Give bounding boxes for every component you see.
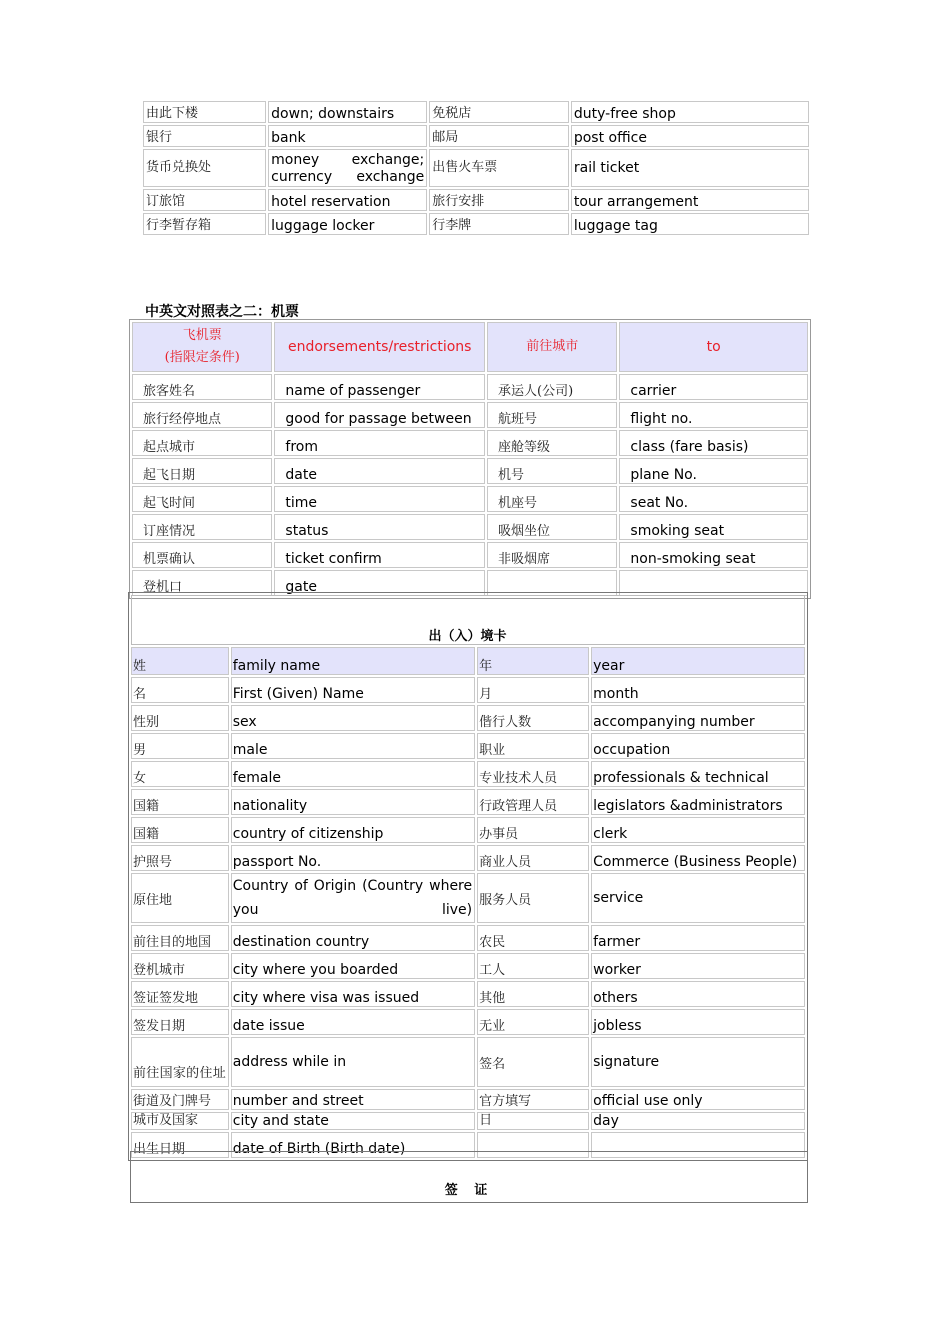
zh-term: 行李牌	[429, 213, 569, 235]
table-header-row	[131, 647, 805, 675]
zh-term: 机票确认	[132, 542, 272, 568]
en-term: Commerce (Business People)	[591, 845, 805, 871]
header-cell: endorsements/restrictions	[274, 322, 485, 372]
en-term: non-smoking seat	[619, 542, 808, 568]
en-term: gate	[274, 570, 485, 596]
en-term: tour arrangement	[571, 189, 809, 211]
zh-term: 男	[131, 733, 229, 759]
table-row	[143, 213, 809, 235]
zh-term: 出售火车票	[429, 149, 569, 187]
en-term: jobless	[591, 1009, 805, 1035]
en-term: male	[231, 733, 475, 759]
zh-term: 免税店	[429, 101, 569, 123]
zh-term: 街道及门牌号	[131, 1089, 229, 1110]
en-term: sex	[231, 705, 475, 731]
en-term: class (fare basis)	[619, 430, 808, 456]
en-term: smoking seat	[619, 514, 808, 540]
zh-term: 银行	[143, 125, 266, 147]
zh-term: 签发日期	[131, 1009, 229, 1035]
zh-term: 女	[131, 761, 229, 787]
zh-term: 名	[131, 677, 229, 703]
table-row	[131, 705, 805, 731]
zh-term: 起飞时间	[132, 486, 272, 512]
zh-term: 旅客姓名	[132, 374, 272, 400]
zh-term: 货币兑换处	[143, 149, 266, 187]
zh-term: 机号	[487, 458, 617, 484]
en-term: destination country	[231, 925, 475, 951]
zh-term: 性别	[131, 705, 229, 731]
zh-term: 日	[477, 1112, 589, 1130]
en-term: signature	[591, 1037, 805, 1087]
zh-term: 办事员	[477, 817, 589, 843]
en-term: city where visa was issued	[231, 981, 475, 1007]
header-line: (指限定条件)	[164, 350, 240, 365]
zh-term: 偕行人数	[477, 705, 589, 731]
zh-term: 旅行安排	[429, 189, 569, 211]
en-term: month	[591, 677, 805, 703]
visa-section-box	[130, 1151, 808, 1203]
table-row	[131, 925, 805, 951]
table-row	[132, 514, 808, 540]
en-term: date of Birth (Birth date)	[231, 1132, 475, 1158]
en-term: down; downstairs	[268, 101, 427, 123]
air-ticket-table	[129, 319, 811, 599]
en-term: city and state	[231, 1112, 475, 1130]
table-row	[131, 1037, 805, 1087]
en-term: official use only	[591, 1089, 805, 1110]
en-term: duty-free shop	[571, 101, 809, 123]
zh-term: 农民	[477, 925, 589, 951]
section-title-visa: 签 证	[444, 1183, 494, 1198]
table-row	[131, 981, 805, 1007]
en-term: name of passenger	[274, 374, 485, 400]
table-row	[131, 953, 805, 979]
table-row	[131, 789, 805, 815]
en-term: luggage tag	[571, 213, 809, 235]
table-row	[132, 430, 808, 456]
en-term: date	[274, 458, 485, 484]
table-row	[132, 374, 808, 400]
en-term: professionals & technical	[591, 761, 805, 787]
zh-term: 吸烟坐位	[487, 514, 617, 540]
en-term: nationality	[231, 789, 475, 815]
en-term: status	[274, 514, 485, 540]
zh-term: 原住地	[131, 873, 229, 923]
table-row	[131, 761, 805, 787]
en-term: flight no.	[619, 402, 808, 428]
zh-term: 专业技术人员	[477, 761, 589, 787]
zh-term: 座舱等级	[487, 430, 617, 456]
section-title-row	[131, 595, 805, 645]
zh-term: 航班号	[487, 402, 617, 428]
zh-term: 服务人员	[477, 873, 589, 923]
en-term: address while in	[231, 1037, 475, 1087]
en-term: time	[274, 486, 485, 512]
zh-term: 旅行经停地点	[132, 402, 272, 428]
en-term: bank	[268, 125, 427, 147]
header-cell: 前往城市	[487, 322, 617, 372]
zh-term: 行政管理人员	[477, 789, 589, 815]
table-row	[143, 101, 809, 123]
zh-term: 年	[477, 647, 589, 675]
en-term: plane No.	[619, 458, 808, 484]
en-term: from	[274, 430, 485, 456]
en-term: clerk	[591, 817, 805, 843]
table-row	[143, 189, 809, 211]
zh-term: 前往国家的住址	[131, 1037, 229, 1087]
en-term: number and street	[231, 1089, 475, 1110]
table-header-row	[132, 322, 808, 372]
zh-term: 月	[477, 677, 589, 703]
zh-term: 城市及国家	[131, 1112, 229, 1130]
zh-term: 国籍	[131, 789, 229, 815]
en-term: passport No.	[231, 845, 475, 871]
table-row	[131, 845, 805, 871]
en-term: year	[591, 647, 805, 675]
zh-term: 前往目的地国	[131, 925, 229, 951]
table-row	[132, 402, 808, 428]
table-row	[132, 486, 808, 512]
en-term: farmer	[591, 925, 805, 951]
en-term: carrier	[619, 374, 808, 400]
zh-term: 登机城市	[131, 953, 229, 979]
en-term: ticket confirm	[274, 542, 485, 568]
en-term: post office	[571, 125, 809, 147]
en-term: worker	[591, 953, 805, 979]
table-row	[143, 125, 809, 147]
zh-term: 非吸烟席	[487, 542, 617, 568]
zh-term: 护照号	[131, 845, 229, 871]
table-row	[131, 1009, 805, 1035]
zh-term: 起点城市	[132, 430, 272, 456]
zh-term: 订旅馆	[143, 189, 266, 211]
en-term: legislators &administrators	[591, 789, 805, 815]
en-term: day	[591, 1112, 805, 1130]
en-term: country of citizenship	[231, 817, 475, 843]
zh-term: 机座号	[487, 486, 617, 512]
zh-term: 工人	[477, 953, 589, 979]
zh-term: 姓	[131, 647, 229, 675]
zh-term: 其他	[477, 981, 589, 1007]
zh-term: 登机口	[132, 570, 272, 596]
zh-term: 邮局	[429, 125, 569, 147]
table-row	[143, 149, 809, 187]
en-term: Country of Origin (Country where you live)	[231, 873, 475, 923]
table-row	[131, 817, 805, 843]
entry-exit-card-table	[128, 592, 808, 1161]
zh-term: 承运人(公司)	[487, 374, 617, 400]
zh-term: 国籍	[131, 817, 229, 843]
zh-term: 无业	[477, 1009, 589, 1035]
header-line: 飞机票	[182, 328, 222, 343]
en-term: luggage locker	[268, 213, 427, 235]
header-cell: to	[619, 322, 808, 372]
en-term: money exchange; currency exchange	[268, 149, 427, 187]
en-term: family name	[231, 647, 475, 675]
signs-vocabulary-table	[141, 99, 811, 237]
table-row	[131, 733, 805, 759]
table-row	[131, 873, 805, 923]
en-term: good for passage between	[274, 402, 485, 428]
zh-term: 签名	[477, 1037, 589, 1087]
en-term: female	[231, 761, 475, 787]
en-term: date issue	[231, 1009, 475, 1035]
table-row	[132, 542, 808, 568]
zh-term: 行李暂存箱	[143, 213, 266, 235]
en-term: rail ticket	[571, 149, 809, 187]
zh-term: 出生日期	[131, 1132, 229, 1158]
table-row	[131, 1112, 805, 1130]
zh-term: 订座情况	[132, 514, 272, 540]
section-title-entry-exit-card: 出（入）境卡	[131, 595, 805, 645]
section-title-air-ticket: 中英文对照表之二：机票	[145, 304, 299, 320]
zh-term: 官方填写	[477, 1089, 589, 1110]
en-term: city where you boarded	[231, 953, 475, 979]
zh-term: 签证签发地	[131, 981, 229, 1007]
zh-term: 由此下楼	[143, 101, 266, 123]
en-term: First (Given) Name	[231, 677, 475, 703]
table-row	[131, 677, 805, 703]
en-term: accompanying number	[591, 705, 805, 731]
table-row	[132, 458, 808, 484]
en-term: seat No.	[619, 486, 808, 512]
table-row	[131, 1089, 805, 1110]
en-term: others	[591, 981, 805, 1007]
en-term: service	[591, 873, 805, 923]
header-cell	[132, 322, 272, 372]
zh-term: 商业人员	[477, 845, 589, 871]
en-term: occupation	[591, 733, 805, 759]
zh-term: 起飞日期	[132, 458, 272, 484]
zh-term: 职业	[477, 733, 589, 759]
en-term: hotel reservation	[268, 189, 427, 211]
